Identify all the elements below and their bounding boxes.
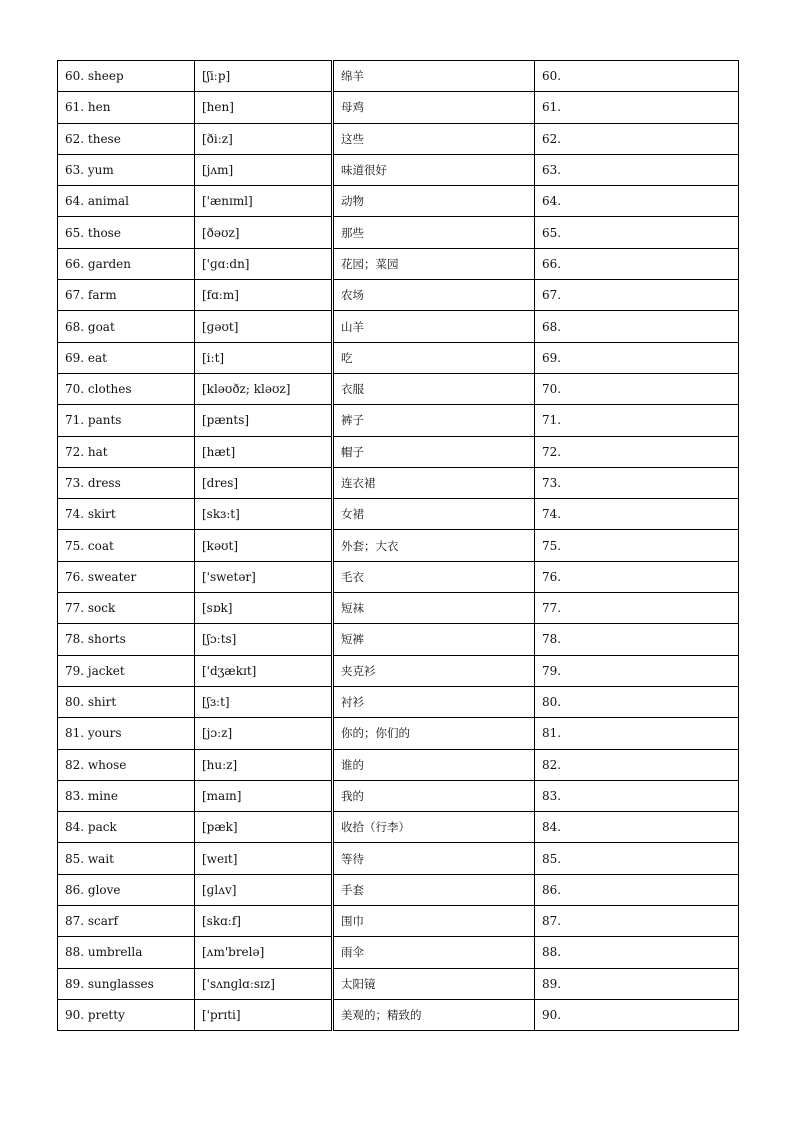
table-row [58, 812, 739, 843]
answer-cell [535, 217, 739, 248]
meaning-cell [333, 780, 535, 811]
answer-cell-text: 78. [542, 632, 562, 647]
meaning-cell-text: 短裤 [341, 632, 364, 647]
word-cell-text: 83. mine [65, 788, 118, 803]
meaning-cell-text: 衣服 [341, 382, 364, 397]
table-row [58, 467, 739, 498]
meaning-cell [333, 311, 535, 342]
word-cell [58, 311, 195, 342]
meaning-cell [333, 906, 535, 937]
phonetic-cell [195, 373, 333, 404]
answer-cell [535, 812, 739, 843]
word-cell-text: 81. yours [65, 726, 122, 741]
phonetic-cell-text: [ðəʊz] [202, 225, 240, 240]
answer-cell [535, 311, 739, 342]
table-row [58, 655, 739, 686]
meaning-cell-text: 衬衫 [341, 695, 364, 710]
meaning-cell [333, 217, 535, 248]
phonetic-cell-text: [ʃɔːts] [202, 632, 237, 647]
meaning-cell [333, 812, 535, 843]
table-row [58, 718, 739, 749]
table-row [58, 342, 739, 373]
answer-cell [535, 499, 739, 530]
answer-cell-text: 82. [542, 757, 562, 772]
meaning-cell [333, 624, 535, 655]
table-row [58, 405, 739, 436]
word-cell-text: 63. yum [65, 163, 114, 178]
meaning-cell [333, 92, 535, 123]
word-cell-text: 70. clothes [65, 382, 132, 397]
meaning-cell [333, 499, 535, 530]
phonetic-cell-text: [pæk] [202, 820, 238, 835]
table-row [58, 217, 739, 248]
answer-cell [535, 999, 739, 1030]
meaning-cell-text: 短袜 [341, 601, 364, 616]
phonetic-cell [195, 436, 333, 467]
table-row [58, 436, 739, 467]
word-cell-text: 66. garden [65, 256, 131, 271]
phonetic-cell-text: [skɑːf] [202, 914, 241, 929]
meaning-cell [333, 655, 535, 686]
word-cell [58, 593, 195, 624]
answer-cell [535, 968, 739, 999]
phonetic-cell [195, 467, 333, 498]
phonetic-cell-text: [hen] [202, 100, 234, 115]
meaning-cell-text: 女裙 [341, 507, 364, 522]
phonetic-cell-text: [dres] [202, 476, 239, 490]
meaning-cell [333, 154, 535, 185]
word-cell [58, 436, 195, 467]
meaning-cell-text: 雨伞 [341, 945, 364, 960]
meaning-cell-text: 手套 [341, 882, 364, 897]
phonetic-cell [195, 530, 333, 561]
meaning-cell [333, 123, 535, 154]
answer-cell-text: 67. [542, 288, 562, 303]
phonetic-cell [195, 686, 333, 717]
meaning-cell-text: 母鸡 [341, 100, 364, 115]
meaning-cell-text: 那些 [341, 225, 364, 240]
table-row [58, 780, 739, 811]
phonetic-cell-text: ['sʌnɡlɑːsɪz] [202, 976, 275, 991]
answer-cell-text: 75. [542, 538, 562, 553]
meaning-cell-text: 围巾 [341, 914, 364, 929]
phonetic-cell [195, 123, 333, 154]
table-row [58, 373, 739, 404]
word-cell-text: 71. pants [65, 413, 122, 428]
word-cell-text: 86. glove [65, 882, 121, 897]
phonetic-cell-text: [kəʊt] [202, 538, 238, 553]
phonetic-cell [195, 937, 333, 968]
table-row [58, 186, 739, 217]
answer-cell [535, 154, 739, 185]
phonetic-cell-text: [ʌm'brelə] [202, 945, 265, 960]
meaning-cell-text: 收拾（行李） [341, 820, 410, 835]
meaning-cell-text: 美观的；精致的 [341, 1008, 422, 1023]
word-cell [58, 561, 195, 592]
word-cell-text: 74. skirt [65, 507, 116, 522]
phonetic-cell [195, 718, 333, 749]
meaning-cell-text: 外套；大衣 [341, 538, 399, 553]
phonetic-cell-text: [ʃɜːt] [202, 695, 230, 710]
table-row [58, 749, 739, 780]
word-cell-text: 88. umbrella [65, 945, 143, 960]
answer-cell [535, 655, 739, 686]
word-cell [58, 937, 195, 968]
table-row [58, 593, 739, 624]
word-cell [58, 655, 195, 686]
answer-cell [535, 405, 739, 436]
answer-cell [535, 780, 739, 811]
word-cell [58, 780, 195, 811]
answer-cell [535, 373, 739, 404]
phonetic-cell-text: [kləʊðz; kləʊz] [202, 382, 291, 397]
answer-cell-text: 73. [542, 476, 562, 490]
answer-cell [535, 436, 739, 467]
table-row [58, 61, 739, 92]
answer-cell-text: 86. [542, 882, 562, 897]
meaning-cell [333, 405, 535, 436]
phonetic-cell [195, 499, 333, 530]
meaning-cell-text: 等待 [341, 851, 364, 866]
word-cell-text: 89. sunglasses [65, 976, 154, 991]
word-cell [58, 248, 195, 279]
meaning-cell [333, 686, 535, 717]
word-cell [58, 968, 195, 999]
answer-cell [535, 749, 739, 780]
answer-cell-text: 64. [542, 194, 562, 209]
word-cell [58, 624, 195, 655]
phonetic-cell-text: [huːz] [202, 757, 238, 772]
answer-cell [535, 248, 739, 279]
answer-cell-text: 62. [542, 131, 562, 146]
phonetic-cell-text: ['ɡɑːdn] [202, 256, 250, 271]
table-row [58, 874, 739, 905]
word-cell-text: 73. dress [65, 476, 121, 490]
word-cell [58, 530, 195, 561]
answer-cell-text: 74. [542, 507, 562, 522]
meaning-cell-text: 你的；你们的 [341, 726, 410, 741]
phonetic-cell-text: [jɔːz] [202, 726, 233, 741]
word-cell [58, 186, 195, 217]
answer-cell [535, 342, 739, 373]
table-row [58, 937, 739, 968]
meaning-cell [333, 561, 535, 592]
phonetic-cell [195, 280, 333, 311]
table-row [58, 999, 739, 1030]
word-cell [58, 499, 195, 530]
word-cell-text: 68. goat [65, 319, 115, 334]
table-row [58, 624, 739, 655]
phonetic-cell-text: [fɑːm] [202, 288, 239, 303]
table-row [58, 686, 739, 717]
word-cell-text: 69. eat [65, 350, 107, 365]
meaning-cell [333, 874, 535, 905]
phonetic-cell-text: [maɪn] [202, 788, 242, 803]
answer-cell-text: 83. [542, 788, 562, 803]
answer-cell-text: 77. [542, 601, 562, 616]
word-cell [58, 843, 195, 874]
answer-cell [535, 843, 739, 874]
word-cell-text: 82. whose [65, 757, 127, 772]
word-cell-text: 64. animal [65, 194, 129, 209]
phonetic-cell [195, 217, 333, 248]
answer-cell-text: 80. [542, 695, 562, 710]
meaning-cell-text: 绵羊 [341, 69, 364, 84]
table-row [58, 248, 739, 279]
phonetic-cell-text: [pænts] [202, 413, 250, 428]
answer-cell-text: 72. [542, 444, 562, 459]
meaning-cell-text: 帽子 [341, 444, 364, 459]
table-row [58, 561, 739, 592]
answer-cell [535, 467, 739, 498]
phonetic-cell [195, 874, 333, 905]
meaning-cell [333, 749, 535, 780]
answer-cell-text: 61. [542, 100, 562, 115]
word-cell [58, 342, 195, 373]
table-row [58, 311, 739, 342]
answer-cell [535, 92, 739, 123]
answer-cell-text: 87. [542, 914, 562, 929]
table-row [58, 280, 739, 311]
answer-cell-text: 90. [542, 1008, 562, 1023]
word-cell-text: 76. sweater [65, 569, 137, 584]
phonetic-cell [195, 593, 333, 624]
word-cell-text: 87. scarf [65, 914, 119, 929]
word-cell [58, 999, 195, 1030]
answer-cell-text: 71. [542, 413, 562, 428]
table-row [58, 154, 739, 185]
meaning-cell [333, 186, 535, 217]
meaning-cell-text: 我的 [341, 788, 364, 803]
meaning-cell-text: 连衣裙 [341, 476, 376, 490]
meaning-cell-text: 太阳镜 [341, 976, 376, 991]
phonetic-cell [195, 780, 333, 811]
answer-cell-text: 70. [542, 382, 562, 397]
phonetic-cell [195, 906, 333, 937]
answer-cell-text: 81. [542, 726, 562, 741]
phonetic-cell [195, 968, 333, 999]
answer-cell-text: 76. [542, 569, 562, 584]
phonetic-cell [195, 812, 333, 843]
word-cell [58, 92, 195, 123]
word-cell [58, 154, 195, 185]
word-cell-text: 75. coat [65, 538, 114, 553]
answer-cell-text: 68. [542, 319, 562, 334]
meaning-cell-text: 夹克衫 [341, 663, 376, 678]
answer-cell-text: 89. [542, 976, 562, 991]
meaning-cell [333, 593, 535, 624]
table-row [58, 906, 739, 937]
phonetic-cell-text: ['swetər] [202, 569, 256, 584]
meaning-cell [333, 467, 535, 498]
phonetic-cell-text: [ɡəʊt] [202, 319, 239, 334]
answer-cell [535, 718, 739, 749]
answer-cell [535, 123, 739, 154]
word-cell-text: 62. these [65, 131, 121, 146]
phonetic-cell-text: [ʃiːp] [202, 69, 231, 84]
word-cell-text: 79. jacket [65, 663, 125, 678]
word-cell [58, 405, 195, 436]
phonetic-cell [195, 342, 333, 373]
table-row [58, 123, 739, 154]
phonetic-cell [195, 999, 333, 1030]
answer-cell-text: 60. [542, 69, 562, 84]
phonetic-cell-text: ['prɪti] [202, 1008, 241, 1023]
answer-cell [535, 874, 739, 905]
word-cell [58, 749, 195, 780]
phonetic-cell-text: [skɜːt] [202, 507, 240, 522]
meaning-cell [333, 436, 535, 467]
meaning-cell [333, 937, 535, 968]
phonetic-cell [195, 749, 333, 780]
vocabulary-table [57, 60, 739, 1031]
meaning-cell-text: 吃 [341, 350, 353, 365]
meaning-cell [333, 999, 535, 1030]
word-cell [58, 61, 195, 92]
word-cell [58, 373, 195, 404]
meaning-cell [333, 248, 535, 279]
word-cell-text: 84. pack [65, 820, 117, 835]
answer-cell [535, 906, 739, 937]
meaning-cell [333, 280, 535, 311]
phonetic-cell-text: [jʌm] [202, 163, 234, 178]
word-cell-text: 65. those [65, 225, 121, 240]
meaning-cell-text: 味道很好 [341, 163, 387, 178]
word-cell-text: 85. wait [65, 851, 114, 866]
word-cell [58, 123, 195, 154]
answer-cell-text: 85. [542, 851, 562, 866]
phonetic-cell-text: ['dʒækɪt] [202, 663, 257, 678]
table-row [58, 92, 739, 123]
word-cell [58, 467, 195, 498]
answer-cell [535, 686, 739, 717]
meaning-cell-text: 动物 [341, 194, 364, 209]
word-cell-text: 67. farm [65, 288, 117, 303]
word-cell-text: 80. shirt [65, 695, 117, 710]
meaning-cell-text: 毛衣 [341, 569, 364, 584]
meaning-cell [333, 530, 535, 561]
phonetic-cell [195, 561, 333, 592]
meaning-cell [333, 61, 535, 92]
word-cell [58, 280, 195, 311]
table-row [58, 843, 739, 874]
meaning-cell [333, 843, 535, 874]
phonetic-cell [195, 154, 333, 185]
answer-cell-text: 66. [542, 256, 562, 271]
meaning-cell-text: 裤子 [341, 413, 364, 428]
word-cell-text: 90. pretty [65, 1008, 125, 1023]
table-row [58, 530, 739, 561]
answer-cell-text: 84. [542, 820, 562, 835]
phonetic-cell [195, 186, 333, 217]
vocabulary-table-body [58, 61, 739, 1031]
phonetic-cell [195, 843, 333, 874]
table-row [58, 499, 739, 530]
meaning-cell [333, 968, 535, 999]
word-cell-text: 60. sheep [65, 69, 124, 84]
answer-cell-text: 88. [542, 945, 562, 960]
word-cell [58, 874, 195, 905]
phonetic-cell-text: [iːt] [202, 350, 225, 365]
word-cell-text: 72. hat [65, 444, 108, 459]
phonetic-cell-text: [ðiːz] [202, 131, 233, 146]
word-cell-text: 77. sock [65, 601, 116, 616]
table-row [58, 968, 739, 999]
answer-cell-text: 65. [542, 225, 562, 240]
word-cell-text: 61. hen [65, 100, 111, 115]
phonetic-cell [195, 624, 333, 655]
word-cell [58, 906, 195, 937]
phonetic-cell-text: [weɪt] [202, 851, 238, 866]
meaning-cell-text: 这些 [341, 131, 364, 146]
answer-cell [535, 593, 739, 624]
meaning-cell-text: 山羊 [341, 319, 364, 334]
answer-cell [535, 561, 739, 592]
phonetic-cell-text: ['ænɪml] [202, 194, 253, 209]
phonetic-cell-text: [hæt] [202, 444, 236, 459]
meaning-cell-text: 谁的 [341, 757, 364, 772]
answer-cell [535, 280, 739, 311]
phonetic-cell [195, 92, 333, 123]
phonetic-cell [195, 405, 333, 436]
answer-cell [535, 61, 739, 92]
answer-cell-text: 69. [542, 350, 562, 365]
answer-cell [535, 530, 739, 561]
phonetic-cell [195, 61, 333, 92]
meaning-cell [333, 342, 535, 373]
meaning-cell-text: 花园；菜园 [341, 256, 399, 271]
answer-cell-text: 63. [542, 163, 562, 178]
answer-cell [535, 937, 739, 968]
meaning-cell-text: 农场 [341, 288, 364, 303]
word-cell [58, 217, 195, 248]
phonetic-cell-text: [ɡlʌv] [202, 882, 237, 897]
meaning-cell [333, 373, 535, 404]
phonetic-cell-text: [sɒk] [202, 601, 233, 616]
word-cell [58, 812, 195, 843]
answer-cell [535, 186, 739, 217]
answer-cell [535, 624, 739, 655]
word-cell-text: 78. shorts [65, 632, 126, 647]
word-cell [58, 718, 195, 749]
word-cell [58, 686, 195, 717]
phonetic-cell [195, 655, 333, 686]
answer-cell-text: 79. [542, 663, 562, 678]
phonetic-cell [195, 248, 333, 279]
phonetic-cell [195, 311, 333, 342]
meaning-cell [333, 718, 535, 749]
